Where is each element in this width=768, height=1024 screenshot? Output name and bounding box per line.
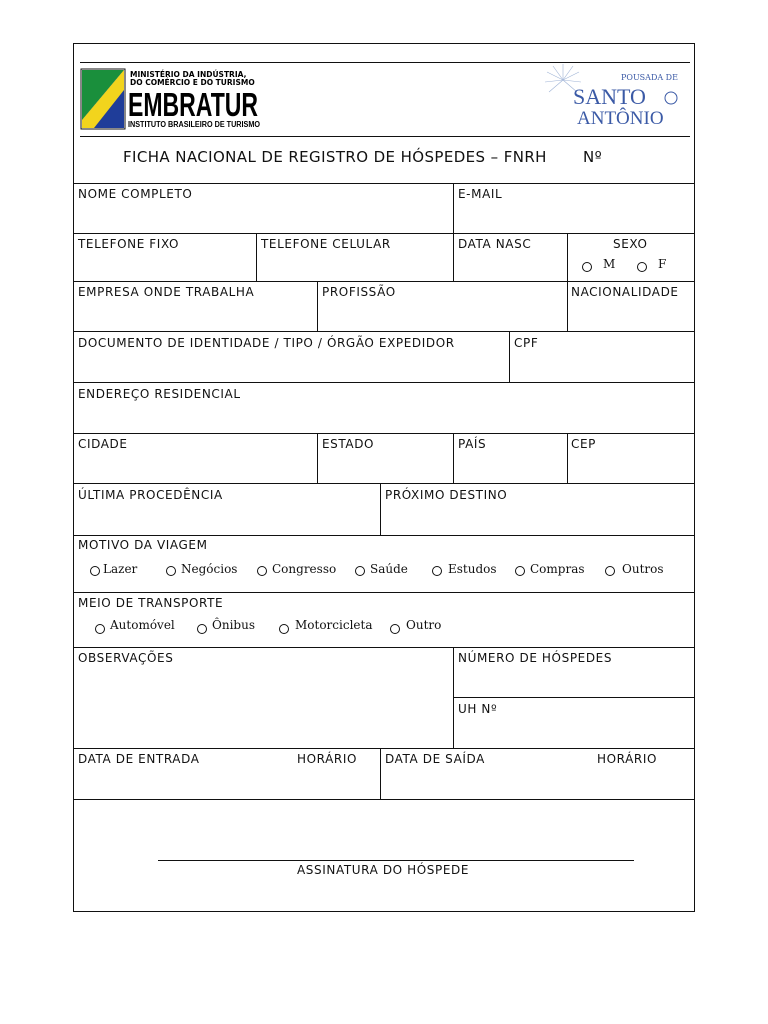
motivo-outros-label: Outros: [622, 562, 664, 576]
pousada-line2: SANTO: [573, 84, 646, 109]
motivo-saude-radio[interactable]: [355, 566, 365, 576]
ministry-line1: MINISTÉRIO DA INDÚSTRIA,: [130, 70, 247, 79]
sexo-m-label: M: [603, 257, 616, 271]
transporte-motocicleta-radio[interactable]: [279, 624, 289, 634]
uh-label: UH Nº: [458, 702, 498, 716]
form-number-label: Nº: [583, 148, 603, 166]
data-saida-label: DATA DE SAÍDA: [385, 752, 485, 766]
row-rule: [453, 697, 695, 698]
motivo-compras-label: Compras: [530, 562, 585, 576]
profissao-label: PROFISSÃO: [322, 285, 396, 299]
divider: [453, 183, 454, 233]
motivo-congresso-label: Congresso: [272, 562, 337, 576]
cidade-label: CIDADE: [78, 437, 128, 451]
motivo-congresso-radio[interactable]: [257, 566, 267, 576]
divider: [567, 433, 568, 483]
row-rule: [73, 382, 695, 383]
divider: [567, 281, 568, 331]
motivo-estudos-label: Estudos: [448, 562, 497, 576]
pousada-line1: POUSADA DE: [621, 73, 678, 82]
motivo-negocios-label: Negócios: [181, 562, 238, 576]
divider: [453, 433, 454, 483]
row-rule: [73, 592, 695, 593]
telefone-fixo-label: TELEFONE FIXO: [78, 237, 180, 251]
divider: [380, 748, 381, 799]
divider: [567, 233, 568, 281]
row-rule: [73, 233, 695, 234]
pousada-line3: ANTÔNIO: [577, 108, 664, 129]
embratur-subtitle: INSTITUTO BRASILEIRO DE TURISMO: [128, 120, 260, 129]
estado-label: ESTADO: [322, 437, 375, 451]
motivo-estudos-radio[interactable]: [432, 566, 442, 576]
divider: [509, 331, 510, 382]
transporte-onibus-label: Ônibus: [212, 618, 255, 632]
nacionalidade-label: NACIONALIDADE: [571, 285, 679, 299]
row-rule: [73, 799, 695, 800]
registration-form: [73, 43, 695, 912]
empresa-label: EMPRESA ONDE TRABALHA: [78, 285, 255, 299]
divider: [380, 483, 381, 535]
sexo-m-radio[interactable]: [582, 262, 592, 272]
motivo-outros-radio[interactable]: [605, 566, 615, 576]
saint-emblem-icon: [665, 92, 677, 104]
motivo-lazer-label: Lazer: [103, 562, 138, 576]
cpf-label: CPF: [514, 336, 539, 350]
transporte-onibus-radio[interactable]: [197, 624, 207, 634]
horario-entrada-label: HORÁRIO: [297, 752, 358, 766]
data-entrada-label: DATA DE ENTRADA: [78, 752, 200, 766]
documento-label: DOCUMENTO DE IDENTIDADE / TIPO / ÓRGÃO EXPEDIDOR: [78, 336, 455, 350]
row-rule: [73, 483, 695, 484]
transporte-outro-radio[interactable]: [390, 624, 400, 634]
email-label: E-MAIL: [458, 187, 503, 201]
header-rule: [80, 136, 690, 137]
motivo-saude-label: Saúde: [370, 562, 408, 576]
proximo-destino-label: PRÓXIMO DESTINO: [385, 488, 508, 502]
sexo-label: SEXO: [613, 237, 648, 251]
divider: [453, 233, 454, 281]
motivo-lazer-radio[interactable]: [90, 566, 100, 576]
divider: [317, 433, 318, 483]
row-rule: [73, 281, 695, 282]
numero-hospedes-label: NÚMERO DE HÓSPEDES: [458, 651, 613, 665]
motivo-negocios-radio[interactable]: [166, 566, 176, 576]
divider: [256, 233, 257, 281]
transporte-label: MEIO DE TRANSPORTE: [78, 596, 224, 610]
row-rule: [73, 748, 695, 749]
row-rule: [73, 331, 695, 332]
data-nasc-label: DATA NASC: [458, 237, 532, 251]
row-rule: [73, 433, 695, 434]
transporte-motocicleta-label: Motorcicleta: [295, 618, 373, 632]
row-rule: [73, 535, 695, 536]
telefone-celular-label: TELEFONE CELULAR: [261, 237, 391, 251]
nome-label: NOME COMPLETO: [78, 187, 193, 201]
transporte-automovel-label: Automóvel: [110, 618, 175, 632]
assinatura-label: ASSINATURA DO HÓSPEDE: [297, 863, 470, 877]
pousada-logo: [543, 62, 691, 130]
embratur-brand: EMBRATUR: [128, 86, 259, 123]
transporte-outro-label: Outro: [406, 618, 442, 632]
embratur-logo: [80, 68, 260, 130]
motivo-label: MOTIVO DA VIAGEM: [78, 538, 208, 552]
divider: [317, 281, 318, 331]
row-rule: [73, 647, 695, 648]
transporte-automovel-radio[interactable]: [95, 624, 105, 634]
sexo-f-radio[interactable]: [637, 262, 647, 272]
sexo-f-label: F: [658, 257, 667, 271]
ultima-procedencia-label: ÚLTIMA PROCEDÊNCIA: [78, 488, 223, 502]
ministry-line2: DO COMÉRCIO E DO TURISMO: [130, 78, 255, 87]
motivo-compras-radio[interactable]: [515, 566, 525, 576]
form-title: FICHA NACIONAL DE REGISTRO DE HÓSPEDES – FNRH: [123, 148, 547, 166]
title-rule: [73, 183, 695, 184]
horario-saida-label: HORÁRIO: [597, 752, 658, 766]
cep-label: CEP: [571, 437, 596, 451]
observacoes-label: OBSERVAÇÕES: [78, 651, 174, 665]
pais-label: PAÍS: [458, 437, 487, 451]
endereco-label: ENDEREÇO RESIDENCIAL: [78, 387, 241, 401]
signature-line[interactable]: [158, 860, 634, 861]
